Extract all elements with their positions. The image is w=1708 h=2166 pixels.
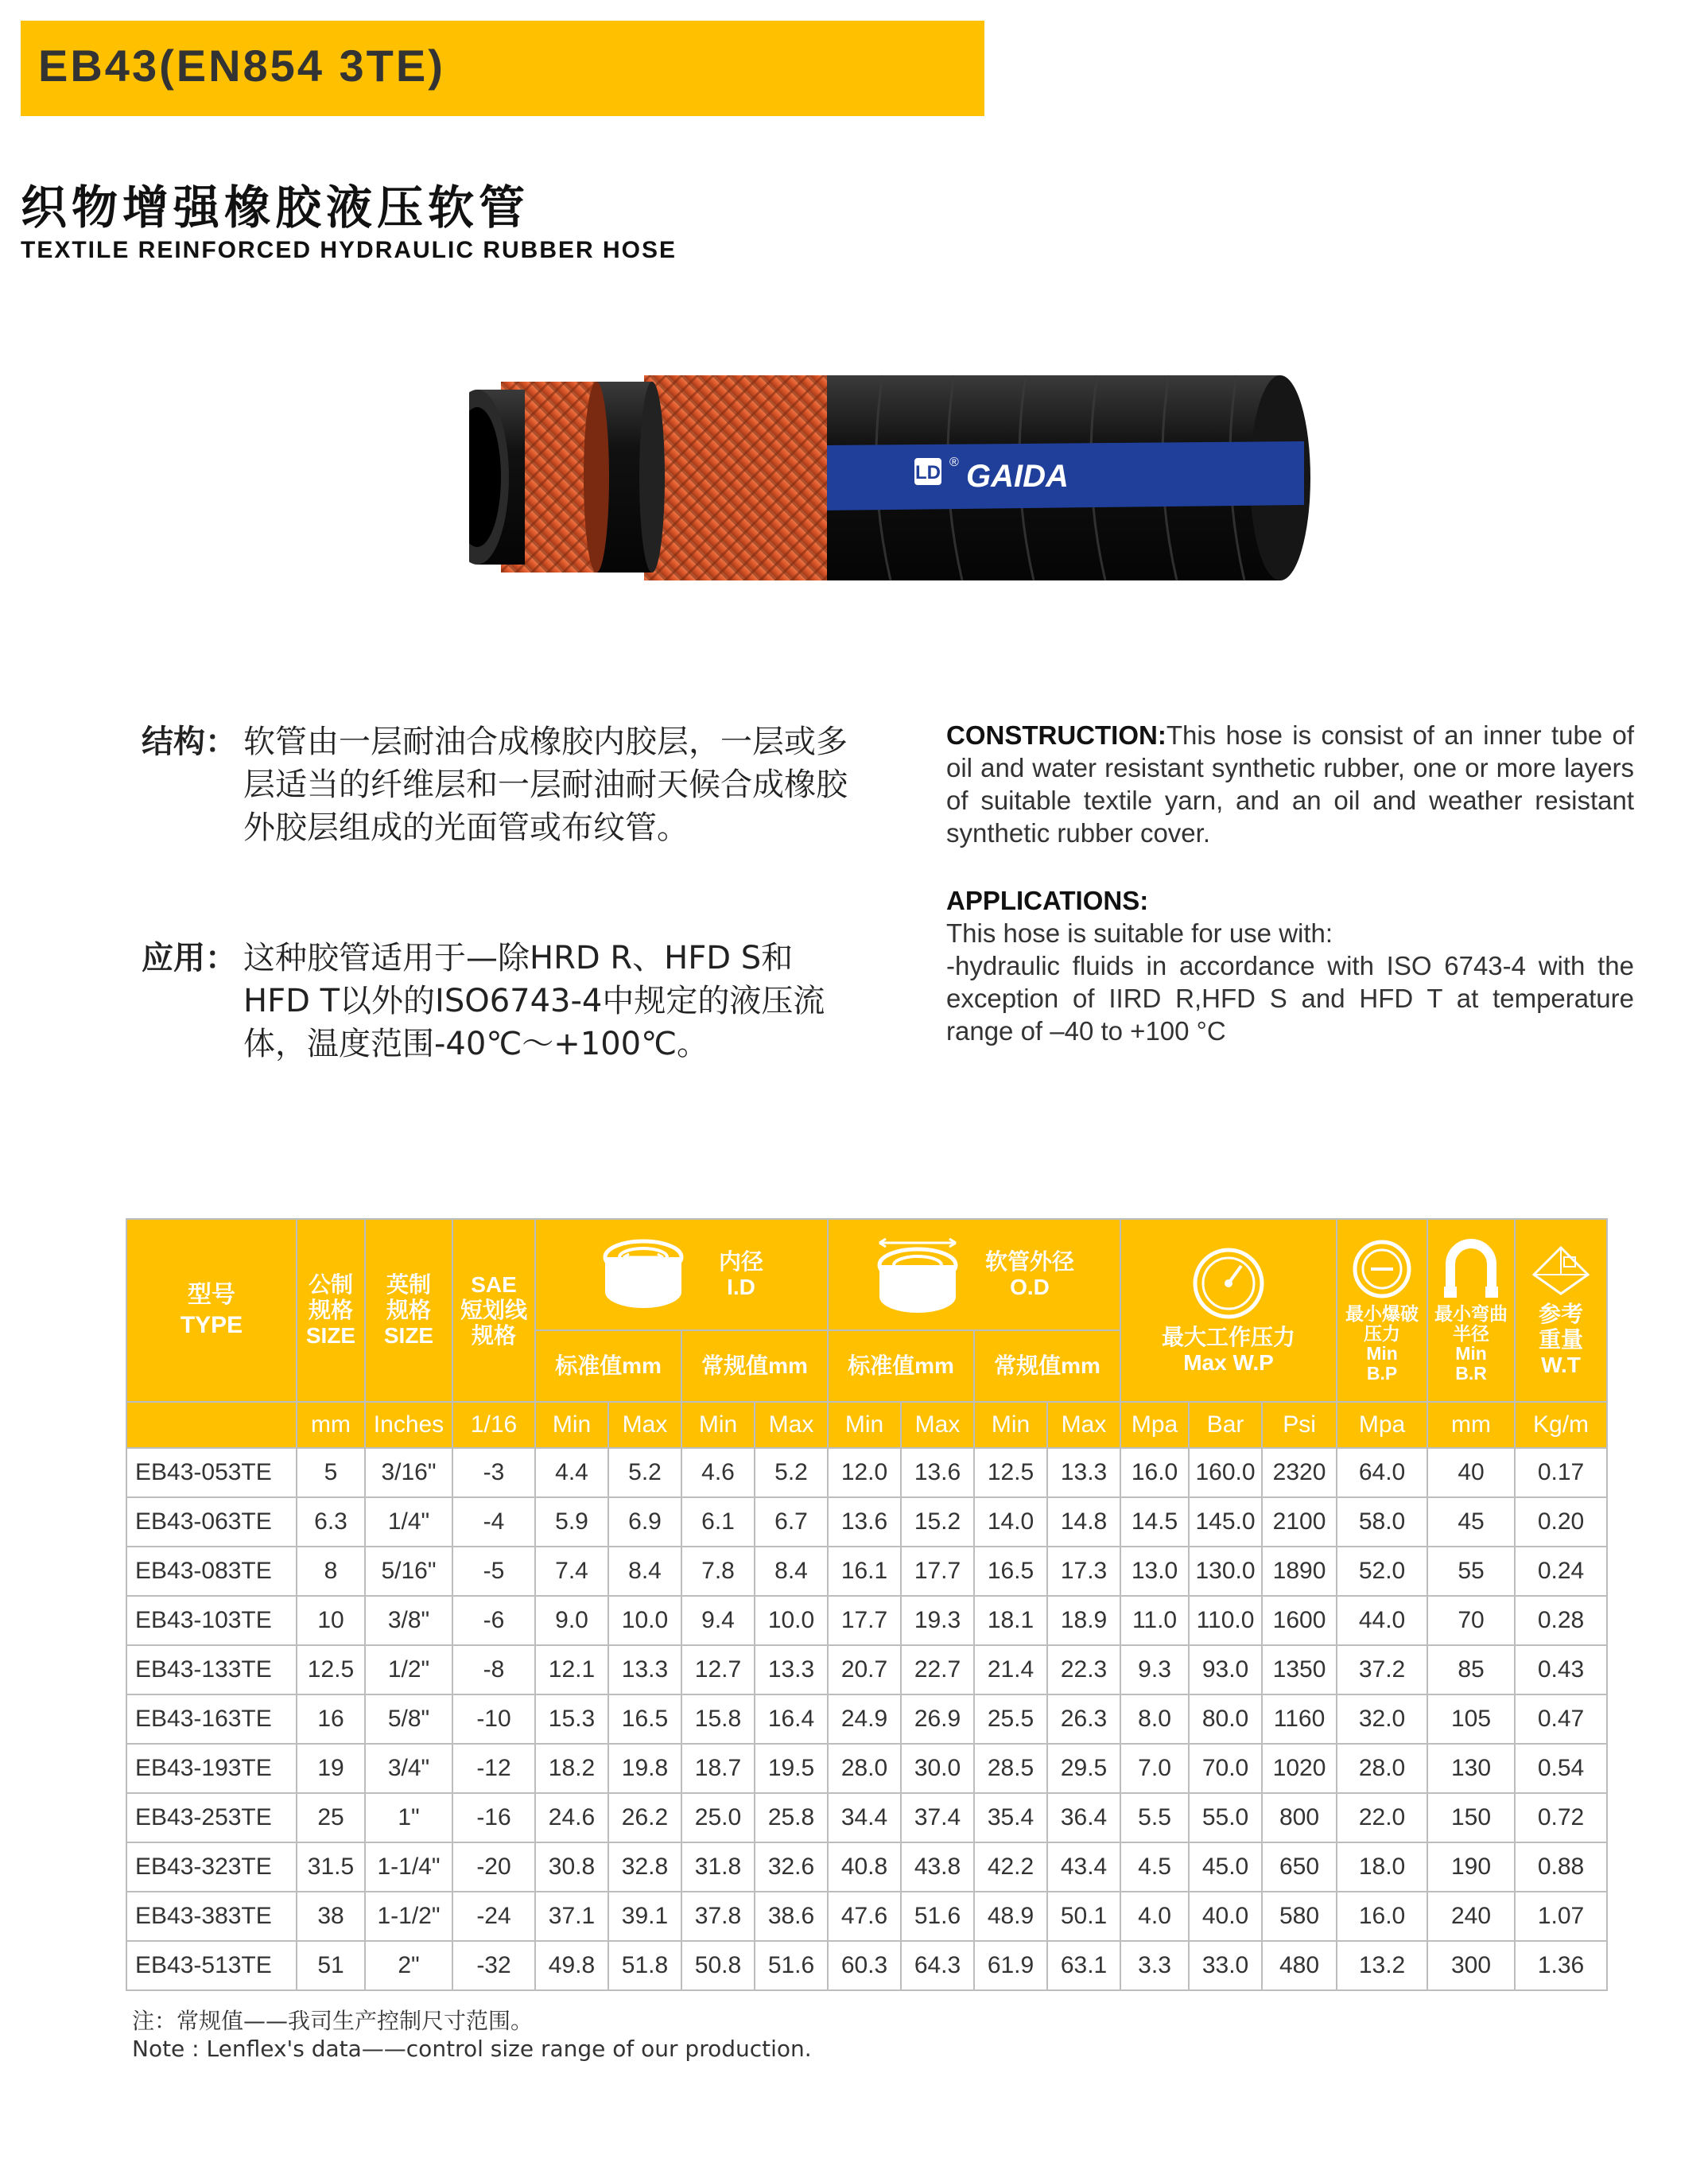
weight-icon	[1529, 1243, 1593, 1298]
table-row	[126, 1596, 1607, 1645]
value-cell: 15.8	[681, 1694, 755, 1744]
value-cell: 10.0	[608, 1596, 681, 1645]
unit-cell: Max	[901, 1402, 974, 1448]
construction-cn-label: 结构：	[142, 724, 237, 760]
type-cell: EB43-103TE	[126, 1596, 297, 1645]
value-cell: 2100	[1262, 1497, 1337, 1547]
value-cell: 6.7	[755, 1497, 828, 1547]
value-cell: 11.0	[1120, 1596, 1189, 1645]
unit-cell: Mpa	[1120, 1402, 1189, 1448]
value-cell: 64.3	[901, 1941, 974, 1990]
value-cell: 5.9	[535, 1497, 608, 1547]
value-cell: 19	[297, 1744, 365, 1793]
value-cell: 28.5	[974, 1744, 1047, 1793]
value-cell: 28.0	[1337, 1744, 1427, 1793]
product-title-en: TEXTILE REINFORCED HYDRAULIC RUBBER HOSE	[21, 237, 677, 263]
value-cell: 5.2	[755, 1448, 828, 1497]
type-cell: EB43-193TE	[126, 1744, 297, 1793]
value-cell: 12.7	[681, 1645, 755, 1694]
value-cell: 40.0	[1189, 1892, 1262, 1941]
value-cell: 300	[1427, 1941, 1515, 1990]
value-cell: 6.1	[681, 1497, 755, 1547]
value-cell: 30.8	[535, 1842, 608, 1892]
value-cell: 32.6	[755, 1842, 828, 1892]
application-cn-label: 应用：	[142, 940, 237, 976]
value-cell: 130	[1427, 1744, 1515, 1793]
outer-diameter-icon	[874, 1236, 961, 1313]
applications-en-label: APPLICATIONS:	[946, 886, 1149, 915]
type-cell: EB43-253TE	[126, 1793, 297, 1842]
value-cell: 16.0	[1120, 1448, 1189, 1497]
value-cell: 55	[1427, 1547, 1515, 1596]
value-cell: 6.9	[608, 1497, 681, 1547]
value-cell: 13.6	[901, 1448, 974, 1497]
table-row	[126, 1744, 1607, 1793]
value-cell: 18.9	[1047, 1596, 1120, 1645]
value-cell: 16.5	[974, 1547, 1047, 1596]
type-cell: EB43-063TE	[126, 1497, 297, 1547]
value-cell: 40.8	[828, 1842, 901, 1892]
value-cell: 93.0	[1189, 1645, 1262, 1694]
value-cell: 1-1/2"	[365, 1892, 452, 1941]
value-cell: 105	[1427, 1694, 1515, 1744]
value-cell: 0.17	[1515, 1448, 1607, 1497]
application-cn-text: 这种胶管适用于—除HRD R、HFD S和HFD T以外的ISO6743-4中规定的液压流体，温度范围-40℃～+100℃。	[243, 940, 825, 1062]
type-cell: EB43-163TE	[126, 1694, 297, 1744]
col-id-regular: 常规值mm	[681, 1330, 828, 1402]
unit-cell: Psi	[1262, 1402, 1337, 1448]
unit-cell: Min	[974, 1402, 1047, 1448]
value-cell: 13.3	[755, 1645, 828, 1694]
construction-cn	[142, 720, 857, 849]
svg-text:LD: LD	[915, 462, 941, 483]
value-cell: 24.9	[828, 1694, 901, 1744]
value-cell: 580	[1262, 1892, 1337, 1941]
value-cell: 35.4	[974, 1793, 1047, 1842]
value-cell: 14.0	[974, 1497, 1047, 1547]
value-cell: 38.6	[755, 1892, 828, 1941]
col-od-regular: 常规值mm	[974, 1330, 1120, 1402]
value-cell: 25.8	[755, 1793, 828, 1842]
value-cell: 8.4	[755, 1547, 828, 1596]
table-row	[126, 1793, 1607, 1842]
value-cell: 0.24	[1515, 1547, 1607, 1596]
unit-cell: Min	[681, 1402, 755, 1448]
value-cell: 0.88	[1515, 1842, 1607, 1892]
type-cell: EB43-323TE	[126, 1842, 297, 1892]
value-cell: 44.0	[1337, 1596, 1427, 1645]
col-type: 型号 TYPE	[126, 1219, 297, 1402]
value-cell: 51.8	[608, 1941, 681, 1990]
unit-cell	[126, 1402, 297, 1448]
value-cell: 70	[1427, 1596, 1515, 1645]
value-cell: 16.1	[828, 1547, 901, 1596]
value-cell: -5	[452, 1547, 535, 1596]
value-cell: 19.3	[901, 1596, 974, 1645]
value-cell: 14.5	[1120, 1497, 1189, 1547]
value-cell: 31.8	[681, 1842, 755, 1892]
model-banner	[21, 21, 984, 116]
value-cell: 800	[1262, 1793, 1337, 1842]
value-cell: 26.9	[901, 1694, 974, 1744]
value-cell: 51.6	[901, 1892, 974, 1941]
value-cell: 22.0	[1337, 1793, 1427, 1842]
value-cell: 25.5	[974, 1694, 1047, 1744]
unit-cell: Mpa	[1337, 1402, 1427, 1448]
unit-cell: Max	[755, 1402, 828, 1448]
applications-en-line1: This hose is suitable for use with:	[946, 918, 1333, 948]
value-cell: 16.0	[1337, 1892, 1427, 1941]
value-cell: 3/4"	[365, 1744, 452, 1793]
value-cell: 24.6	[535, 1793, 608, 1842]
value-cell: 16	[297, 1694, 365, 1744]
value-cell: 32.8	[608, 1842, 681, 1892]
product-title-cn: 织物增强橡胶液压软管	[21, 180, 530, 235]
value-cell: 1.07	[1515, 1892, 1607, 1941]
value-cell: 17.7	[901, 1547, 974, 1596]
col-metric-size: 公制 规格 SIZE	[297, 1219, 365, 1402]
value-cell: 18.2	[535, 1744, 608, 1793]
unit-cell: Max	[608, 1402, 681, 1448]
col-bend-radius: 最小弯曲 半径 Min B.R	[1427, 1219, 1515, 1402]
value-cell: 18.7	[681, 1744, 755, 1793]
value-cell: -10	[452, 1694, 535, 1744]
value-cell: 51.6	[755, 1941, 828, 1990]
value-cell: 150	[1427, 1793, 1515, 1842]
type-cell: EB43-083TE	[126, 1547, 297, 1596]
value-cell: 10	[297, 1596, 365, 1645]
value-cell: 0.20	[1515, 1497, 1607, 1547]
value-cell: 32.0	[1337, 1694, 1427, 1744]
value-cell: 0.43	[1515, 1645, 1607, 1694]
value-cell: 17.3	[1047, 1547, 1120, 1596]
value-cell: 64.0	[1337, 1448, 1427, 1497]
value-cell: 4.6	[681, 1448, 755, 1497]
value-cell: 0.72	[1515, 1793, 1607, 1842]
value-cell: 37.8	[681, 1892, 755, 1941]
value-cell: 33.0	[1189, 1941, 1262, 1990]
value-cell: 40	[1427, 1448, 1515, 1497]
inner-diameter-icon	[600, 1236, 687, 1313]
value-cell: 38	[297, 1892, 365, 1941]
value-cell: 12.0	[828, 1448, 901, 1497]
value-cell: 47.6	[828, 1892, 901, 1941]
value-cell: 25	[297, 1793, 365, 1842]
table-row	[126, 1645, 1607, 1694]
table-row	[126, 1448, 1607, 1497]
burst-gauge-icon	[1350, 1237, 1414, 1301]
value-cell: -8	[452, 1645, 535, 1694]
value-cell: 22.3	[1047, 1645, 1120, 1694]
value-cell: 22.7	[901, 1645, 974, 1694]
value-cell: 3/8"	[365, 1596, 452, 1645]
value-cell: 16.5	[608, 1694, 681, 1744]
pressure-gauge-icon	[1190, 1245, 1267, 1322]
unit-cell: Inches	[365, 1402, 452, 1448]
spec-table	[126, 1218, 1608, 1991]
value-cell: 85	[1427, 1645, 1515, 1694]
table-row	[126, 1892, 1607, 1941]
value-cell: 13.2	[1337, 1941, 1427, 1990]
construction-en	[946, 719, 1634, 849]
type-cell: EB43-053TE	[126, 1448, 297, 1497]
value-cell: 8.0	[1120, 1694, 1189, 1744]
value-cell: 1890	[1262, 1547, 1337, 1596]
value-cell: 1/2"	[365, 1645, 452, 1694]
table-row	[126, 1694, 1607, 1744]
construction-en-label: CONSTRUCTION:	[946, 720, 1166, 750]
value-cell: 51	[297, 1941, 365, 1990]
value-cell: 39.1	[608, 1892, 681, 1941]
value-cell: 13.3	[1047, 1448, 1120, 1497]
value-cell: 160.0	[1189, 1448, 1262, 1497]
value-cell: 55.0	[1189, 1793, 1262, 1842]
value-cell: 12.5	[297, 1645, 365, 1694]
table-row	[126, 1497, 1607, 1547]
value-cell: 480	[1262, 1941, 1337, 1990]
type-cell: EB43-383TE	[126, 1892, 297, 1941]
table-row	[126, 1842, 1607, 1892]
col-burst-pressure: 最小爆破 压力 Min B.P	[1337, 1219, 1427, 1402]
value-cell: 12.1	[535, 1645, 608, 1694]
unit-cell: Min	[535, 1402, 608, 1448]
value-cell: 190	[1427, 1842, 1515, 1892]
value-cell: 43.4	[1047, 1842, 1120, 1892]
value-cell: 13.0	[1120, 1547, 1189, 1596]
value-cell: 1.36	[1515, 1941, 1607, 1990]
value-cell: 145.0	[1189, 1497, 1262, 1547]
value-cell: 9.0	[535, 1596, 608, 1645]
value-cell: 36.4	[1047, 1793, 1120, 1842]
value-cell: 5/16"	[365, 1547, 452, 1596]
value-cell: 7.4	[535, 1547, 608, 1596]
value-cell: -3	[452, 1448, 535, 1497]
value-cell: 7.0	[1120, 1744, 1189, 1793]
units-row	[126, 1402, 1607, 1448]
value-cell: 1160	[1262, 1694, 1337, 1744]
value-cell: 58.0	[1337, 1497, 1427, 1547]
value-cell: 0.28	[1515, 1596, 1607, 1645]
value-cell: 7.8	[681, 1547, 755, 1596]
value-cell: 45	[1427, 1497, 1515, 1547]
unit-cell: Bar	[1189, 1402, 1262, 1448]
value-cell: 2320	[1262, 1448, 1337, 1497]
value-cell: 31.5	[297, 1842, 365, 1892]
table-body	[126, 1448, 1607, 1990]
value-cell: 50.1	[1047, 1892, 1120, 1941]
value-cell: 60.3	[828, 1941, 901, 1990]
unit-cell: Kg/m	[1515, 1402, 1607, 1448]
col-weight: 参考 重量 W.T	[1515, 1219, 1607, 1402]
value-cell: 13.3	[608, 1645, 681, 1694]
value-cell: 26.3	[1047, 1694, 1120, 1744]
value-cell: 37.1	[535, 1892, 608, 1941]
value-cell: 34.4	[828, 1793, 901, 1842]
value-cell: 18.1	[974, 1596, 1047, 1645]
unit-cell: mm	[1427, 1402, 1515, 1448]
value-cell: 43.8	[901, 1842, 974, 1892]
value-cell: 61.9	[974, 1941, 1047, 1990]
col-id: 内径 I.D	[535, 1219, 828, 1330]
value-cell: 9.4	[681, 1596, 755, 1645]
value-cell: 2"	[365, 1941, 452, 1990]
unit-cell: Max	[1047, 1402, 1120, 1448]
value-cell: 25.0	[681, 1793, 755, 1842]
unit-cell: Min	[828, 1402, 901, 1448]
value-cell: 52.0	[1337, 1547, 1427, 1596]
value-cell: 14.8	[1047, 1497, 1120, 1547]
value-cell: -12	[452, 1744, 535, 1793]
note-cn: 注：常规值——我司生产控制尺寸范围。	[132, 2008, 534, 2034]
unit-cell: 1/16	[452, 1402, 535, 1448]
applications-en	[946, 884, 1634, 1047]
col-inch-size: 英制 规格 SIZE	[365, 1219, 452, 1402]
value-cell: 1020	[1262, 1744, 1337, 1793]
value-cell: 20.7	[828, 1645, 901, 1694]
value-cell: 15.2	[901, 1497, 974, 1547]
value-cell: 70.0	[1189, 1744, 1262, 1793]
col-id-standard: 标准值mm	[535, 1330, 681, 1402]
value-cell: 130.0	[1189, 1547, 1262, 1596]
value-cell: 3/16"	[365, 1448, 452, 1497]
value-cell: -4	[452, 1497, 535, 1547]
value-cell: 19.8	[608, 1744, 681, 1793]
value-cell: 0.54	[1515, 1744, 1607, 1793]
value-cell: 29.5	[1047, 1744, 1120, 1793]
value-cell: -20	[452, 1842, 535, 1892]
value-cell: -24	[452, 1892, 535, 1941]
value-cell: 48.9	[974, 1892, 1047, 1941]
value-cell: 12.5	[974, 1448, 1047, 1497]
value-cell: 240	[1427, 1892, 1515, 1941]
value-cell: 1350	[1262, 1645, 1337, 1694]
construction-en-text: This hose is consist of an inner tube of oil and water resistant synthetic rubber, one or more layers of suitable textile yarn, and an oil and weather resistant synthetic rubber cover.	[946, 720, 1634, 848]
application-cn	[142, 937, 857, 1066]
col-working-pressure: 最大工作压力 Max W.P	[1120, 1219, 1337, 1402]
value-cell: 37.4	[901, 1793, 974, 1842]
note-en: Note : Lenflex's data——control size range of our production.	[132, 2036, 812, 2062]
applications-en-text: -hydraulic fluids in accordance with ISO 6743-4 with the exception of IIRD R,HFD S and HFD T at temperature range of –40 to +100 °C	[946, 951, 1634, 1046]
value-cell: 1-1/4"	[365, 1842, 452, 1892]
bend-radius-icon	[1439, 1237, 1503, 1301]
unit-cell: mm	[297, 1402, 365, 1448]
col-od: 软管外径 O.D	[828, 1219, 1120, 1330]
value-cell: 6.3	[297, 1497, 365, 1547]
value-cell: 4.0	[1120, 1892, 1189, 1941]
svg-text:®: ®	[949, 456, 959, 469]
value-cell: 45.0	[1189, 1842, 1262, 1892]
value-cell: 4.5	[1120, 1842, 1189, 1892]
value-cell: 5	[297, 1448, 365, 1497]
brand-name: GAIDA	[966, 459, 1069, 494]
value-cell: 80.0	[1189, 1694, 1262, 1744]
value-cell: 13.6	[828, 1497, 901, 1547]
value-cell: -32	[452, 1941, 535, 1990]
value-cell: 21.4	[974, 1645, 1047, 1694]
type-cell: EB43-133TE	[126, 1645, 297, 1694]
model-title: EB43(EN854 3TE)	[38, 41, 445, 91]
value-cell: 9.3	[1120, 1645, 1189, 1694]
value-cell: 26.2	[608, 1793, 681, 1842]
value-cell: 110.0	[1189, 1596, 1262, 1645]
value-cell: 16.4	[755, 1694, 828, 1744]
value-cell: -16	[452, 1793, 535, 1842]
value-cell: 8.4	[608, 1547, 681, 1596]
value-cell: 37.2	[1337, 1645, 1427, 1694]
table-row	[126, 1941, 1607, 1990]
value-cell: 42.2	[974, 1842, 1047, 1892]
type-cell: EB43-513TE	[126, 1941, 297, 1990]
value-cell: 30.0	[901, 1744, 974, 1793]
value-cell: 18.0	[1337, 1842, 1427, 1892]
value-cell: 3.3	[1120, 1941, 1189, 1990]
value-cell: 15.3	[535, 1694, 608, 1744]
value-cell: 4.4	[535, 1448, 608, 1497]
hose-product-image	[469, 366, 1312, 588]
table-row	[126, 1547, 1607, 1596]
value-cell: 49.8	[535, 1941, 608, 1990]
value-cell: 63.1	[1047, 1941, 1120, 1990]
value-cell: 17.7	[828, 1596, 901, 1645]
value-cell: 5/8"	[365, 1694, 452, 1744]
col-od-standard: 标准值mm	[828, 1330, 974, 1402]
value-cell: 19.5	[755, 1744, 828, 1793]
value-cell: 650	[1262, 1842, 1337, 1892]
value-cell: -6	[452, 1596, 535, 1645]
value-cell: 1"	[365, 1793, 452, 1842]
value-cell: 0.47	[1515, 1694, 1607, 1744]
value-cell: 1600	[1262, 1596, 1337, 1645]
value-cell: 50.8	[681, 1941, 755, 1990]
value-cell: 8	[297, 1547, 365, 1596]
value-cell: 10.0	[755, 1596, 828, 1645]
value-cell: 1/4"	[365, 1497, 452, 1547]
construction-cn-text: 软管由一层耐油合成橡胶内胶层，一层或多层适当的纤维层和一层耐油耐天候合成橡胶外胶层组成的光面管或布纹管。	[243, 724, 848, 846]
value-cell: 28.0	[828, 1744, 901, 1793]
value-cell: 5.5	[1120, 1793, 1189, 1842]
value-cell: 5.2	[608, 1448, 681, 1497]
col-sae-dash: SAE 短划线 规格	[452, 1219, 535, 1402]
